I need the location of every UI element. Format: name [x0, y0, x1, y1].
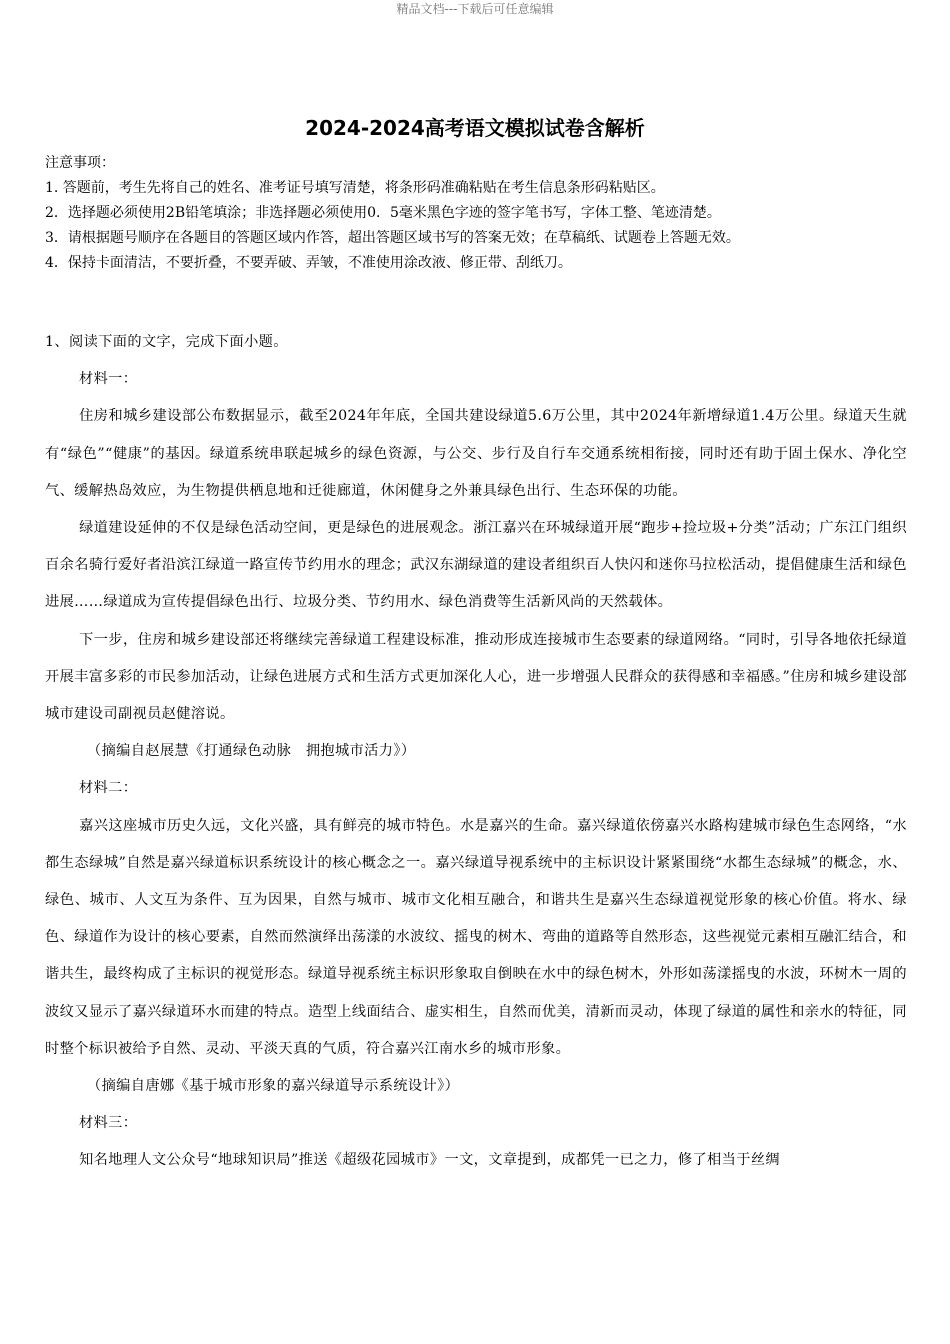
material-2-paragraph: 嘉兴这座城市历史久远，文化兴盛，具有鲜亮的城市特色。水是嘉兴的生命。嘉兴绿道依傍嘉兴水路构建城市绿色生态网络，“水都生态绿城”自然是嘉兴绿道标识系统设计的核心概念之一。嘉兴绿道导视系统中的主标识设计紧紧围绕“水都生态绿城”的概念，水、绿色、城市、人文互为条件、互为因果，自然与城市、城市文化相互融合，和谐共生是嘉兴生态绿道视觉形象的核心价值。将水、绿色、绿道作为设计的核心要素，自然而然演绎出荡漾的水波纹、摇曳的树木、弯曲的道路等自然形态，这些视觉元素相互融汇结合，和谐共生，最终构成了主标识的视觉形态。绿道导视系统主标识形象取自倒映在水中的绿色树木，外形如荡漾摇曳的水波，环树木一周的波纹又显示了嘉兴绿道环水而建的特点。造型上线面结合、虚实相生，自然而优美，清新而灵动，体现了绿道的属性和亲水的特征，同时整个标识被给予自然、灵动、平淡天真的气质，符合嘉兴江南水乡的城市形象。: [45, 817, 907, 1057]
material-1-source: （摘编自赵展慧《打通绿色动脉 拥抱城市活力》）: [87, 743, 416, 760]
notes-item: 3．请根据题号顺序在各题目的答题区域内作答，超出答题区域书写的答案无效；在草稿纸、试题卷上答题无效。: [45, 230, 740, 246]
notes-item: 1. 答题前，考生先将自己的姓名、准考证号填写清楚，将条形码准确粘贴在考生信息条形码粘贴区。: [45, 180, 665, 196]
material-1-paragraph: 住房和城乡建设部公布数据显示，截至2024年年底，全国共建设绿道5.6万公里，其中2024年新增绿道1.4万公里。绿道天生就有“绿色”“健康”的基因。绿道系统串联起城乡的绿色资源，与公交、步行及自行车交通系统相衔接，同时还有助于固土保水、净化空气、缓解热岛效应，为生物提供栖息地和迁徙廊道，休闲健身之外兼具绿色出行、生态环保的功能。: [45, 408, 907, 499]
notes-item: 2．选择题必须使用2B铅笔填涂；非选择题必须使用0．5毫米黑色字迹的签字笔书写，字体工整、笔迹清楚。: [45, 205, 721, 221]
material-1-label: 材料一：: [79, 371, 138, 388]
material-2-source: （摘编自唐娜《基于城市形象的嘉兴绿道导示系统设计》）: [87, 1078, 460, 1095]
material-1-paragraph: 绿道建设延伸的不仅是绿色活动空间，更是绿色的进展观念。浙江嘉兴在环城绿道开展“跑步+捡垃圾+分类”活动；广东江门组织百余名骑行爱好者沿滨江绿道一路宣传节约用水的理念；武汉东湖绿道的建设者组织百人快闪和迷你马拉松活动，提倡健康生活和绿色进展……绿道成为宣传提倡绿色出行、垃圾分类、节约用水、绿色消费等生活新风尚的天然载体。: [45, 520, 907, 611]
notes-section: [45, 151, 915, 276]
question-stem: 1、阅读下面的文字，完成下面小题。: [45, 334, 288, 350]
material-1-paragraph: 下一步，住房和城乡建设部还将继续完善绿道工程建设标准，推动形成连接城市生态要素的绿道网络。“同时，引导各地依托绿道开展丰富多彩的市民参加活动，让绿色进展方式和生活方式更加深化人心，进一步增强人民群众的获得感和幸福感。”住房和城乡建设部城市建设司副视员赵健溶说。: [45, 631, 907, 723]
notes-item: 4．保持卡面清洁，不要折叠，不要弄破、弄皱，不准使用涂改液、修正带、刮纸刀。: [45, 255, 572, 271]
material-2-label: 材料二：: [79, 780, 138, 797]
material-3-paragraph: 知名地理人文公众号“地球知识局”推送《超级花园城市》一文，文章提到，成都凭一已之力，修了相当于丝绸: [79, 1152, 781, 1169]
material-3-label: 材料三：: [79, 1115, 138, 1132]
watermark: 精品文档---下载后可任意编辑: [396, 2, 554, 16]
reading-passage: [45, 324, 907, 1180]
page-title: 2024-2024高考语文模拟试卷含解析: [305, 116, 645, 140]
notes-heading: 注意事项：: [45, 155, 115, 171]
